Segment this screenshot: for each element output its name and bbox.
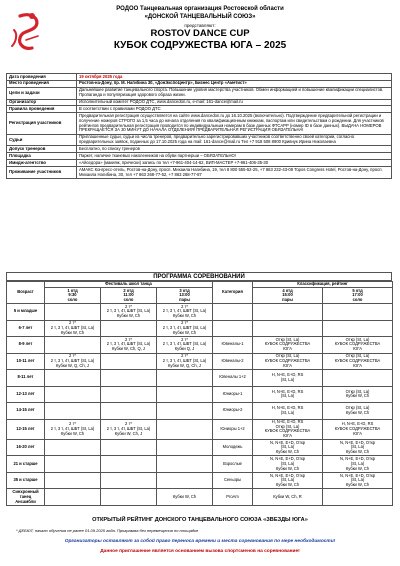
session-cell (101, 386, 157, 403)
session-cell (101, 456, 157, 473)
category-cell: Ювеналы-2 (213, 353, 253, 370)
info-key: Имидж-агентство (7, 160, 77, 167)
age-cell: 14-15 лет (7, 403, 45, 420)
info-value: В соответствии с правилами РОДОО ДТС (77, 106, 392, 113)
program-row (7, 489, 393, 506)
session-cell: 2 т* 2 т, 3 т, 4т, ШБТ (St, La) Кубки W, Ch, J (101, 419, 157, 439)
session-cell (101, 489, 157, 506)
header (0, 6, 400, 66)
program-row (7, 320, 393, 337)
info-value: Исполнительный комитет РОДОО ДТС, www.dancedon.ru, e-mail: 161-dance@mail.ru (77, 99, 392, 106)
session-cell: 2 т* 2 т, 3 т, 4т, ШБТ (St, La) Кубки W, Ch (45, 419, 101, 439)
session-cell (323, 370, 393, 387)
session-cell (45, 386, 101, 403)
session-cell: Откр (St, La) КУБОК СОДРУЖЕСТВА ЮГА (253, 353, 323, 370)
info-row (7, 160, 392, 167)
event-title-ru: КУБОК СОДРУЖЕСТВА ЮГА – 2025 (113, 40, 287, 51)
category-cell: Юниоры 1+2 (213, 419, 253, 439)
session-cell: N, N+E, E+D, Откр (St, La) Кубки W, Ch (253, 439, 323, 456)
info-key: Допуск тренеров (7, 146, 77, 153)
session-cell (45, 489, 101, 506)
category-cell: Сеньоры (213, 472, 253, 489)
info-row (7, 153, 392, 160)
session-cell: Н, N+E, E+D, RS (St, La) (253, 403, 323, 420)
session-cell (101, 353, 157, 370)
info-row (7, 106, 392, 113)
program-row (7, 370, 393, 387)
category-cell: Юниоры-2 (213, 403, 253, 420)
session-cell (157, 403, 213, 420)
info-row (7, 87, 392, 99)
session-cell: Откр (St, La) КУБОК СОДРУЖЕСТВА ЮГА (323, 337, 393, 354)
age-cell: Синхронный танец Ансамбли (7, 489, 45, 506)
session-cell: N, N+E, E+D, Откр (St, La) Кубки W, Ch (323, 472, 393, 489)
category-header: Категория (213, 282, 253, 304)
session-cell (101, 439, 157, 456)
session-cell: Н, N+E, E+D, RS КУБОК СОДРУЖЕСТВА ЮГА (323, 419, 393, 439)
category-cell: Ювеналы 1+2 (213, 370, 253, 387)
session-cell (45, 472, 101, 489)
session-header: 4 отд 15:00 пары (253, 288, 323, 304)
session-cell (45, 304, 101, 321)
program-row (7, 403, 393, 420)
info-row (7, 134, 392, 146)
session-cell: Н, N+E, E+D, RS (St, La) (253, 386, 323, 403)
session-cell (45, 439, 101, 456)
program-row (7, 419, 393, 439)
info-key: Проживание участников (7, 167, 77, 179)
session-cell: N, N+E, E+D, Откр (St, La) Кубки W, Ch (323, 456, 393, 473)
program-row (7, 456, 393, 473)
program-title: ПРОГРАММА СОРЕВНОВАНИЙ (6, 272, 392, 281)
session-cell: Откр (St, La) КУБОК СОДРУЖЕСТВА ЮГА (253, 337, 323, 354)
info-key: Организатор (7, 99, 77, 106)
info-key: Регистрация участников (7, 113, 77, 134)
program-table (6, 281, 392, 506)
session-cell: N, N+E, E+D, Откр (St, La) Кубки W, Ch (323, 439, 393, 456)
age-cell: 35 и старше (7, 472, 45, 489)
program-row (7, 337, 393, 354)
age-cell: 10-11 лет (7, 353, 45, 370)
category-cell: Ювеналы-1 (213, 337, 253, 354)
category-cell: ProAm (213, 489, 253, 506)
category-cell: Молодежь (213, 439, 253, 456)
info-row (7, 80, 392, 87)
session-cell (157, 439, 213, 456)
session-cell: Кубки W, Ch (157, 489, 213, 506)
organizers-note: Организаторы оставляют за собой право переноса времени и места соревнования по мере необходимости! (64, 539, 336, 544)
session-cell (157, 456, 213, 473)
session-cell (101, 403, 157, 420)
info-row (7, 113, 392, 134)
session-cell: Откр (St, La) КУБОК СОДРУЖЕСТВА ЮГА (323, 353, 393, 370)
info-value: «Айседора» (макияж, прически) запись по тел +7-961-404-14-62, ВИП-МАСТЕР +7-961-406-35-30 (77, 160, 392, 167)
session-cell (45, 456, 101, 473)
info-value: Паркет, наличие тканевых наколенников на обуви партнерши – ОБЯЗАТЕЛЬНО! (77, 153, 392, 160)
session-header: 2 отд 11:00 соло (101, 288, 157, 304)
age-cell: 8-11 лет (7, 370, 45, 387)
session-cell (45, 337, 101, 354)
event-title-en: ROSTOV DANCE CUP (150, 28, 250, 39)
session-cell (157, 386, 213, 403)
program-row (7, 386, 393, 403)
info-key: Площадка (7, 153, 77, 160)
invitation-note: Данное приглашение является основанием вызова спортсменов на соревнование! (100, 549, 300, 554)
session-cell: Откр (St, La) Кубки W, Ch (323, 403, 393, 420)
presents-text: представляют: (184, 23, 216, 28)
org-line1: РОДОО Танцевальная организация Ростовской области (116, 6, 284, 12)
session-cell (101, 320, 157, 337)
info-value: Приглашенные судьи, судьи из числа тренеров, предварительно зарегистрировавших участников соответственно своей категории, согласно предварительных заявок, поданных до 17.10.2025 года на mail: 161-dance@mail.ru Тел +7 918 508 8900 Кривнук Ирина Николаевна (77, 134, 392, 146)
session-cell: 2 т* 2 т, 3 т, 4т, ШБТ (St, La) Кубки W, Ch (101, 304, 157, 321)
program-row (7, 353, 393, 370)
info-value: Ростов-на-Дону, пр. М. Нагибина 30, «ДонЭкспоЦентр», Бизнес Центр «Аметист» (77, 80, 392, 87)
info-key: Цели и задачи (7, 87, 77, 99)
info-key: Судьи (7, 134, 77, 146)
category-cell: Юниоры-1 (213, 386, 253, 403)
session-cell: 2 т* 2 т, 3 т, 4т, ШБТ (St, La) Кубки W, Q, Ch, J (157, 353, 213, 370)
program-row (7, 439, 393, 456)
session-cell: Н, N+E, E+D, RS (St, La) (253, 370, 323, 387)
age-cell: 21 и старше (7, 456, 45, 473)
session-cell (253, 304, 323, 321)
session-header: 1 отд 9:30 соло (45, 288, 101, 304)
session-cell (101, 472, 157, 489)
info-row (7, 146, 392, 153)
age-cell: 12-13 лет (7, 386, 45, 403)
age-header: Возраст (7, 282, 45, 304)
session-cell: 2 т* 2 т, 3 т, 4т, ШБТ (St, La) Кубки W, Ch (45, 320, 101, 337)
session-header: 5 отд 17:00 соло (323, 288, 393, 304)
session-cell (157, 419, 213, 439)
info-value: 19 октября 2025 года (77, 74, 392, 81)
category-cell: Взрослые (213, 456, 253, 473)
session-cell (45, 403, 101, 420)
info-key: Место проведения (7, 80, 77, 87)
session-cell: 2 т* 2 т, 3 т, 4т, ШБТ (St, La) Кубки Q, J (157, 337, 213, 354)
session-cell: 2 т* 2 т, 3 т, 4т, ШБТ (St, La) Кубки W, Q, Ch, J (45, 353, 101, 370)
session-cell: N, N+E, E+D, Откр (St, La) Кубки W, Ch (253, 472, 323, 489)
info-key: Правила проведения (7, 106, 77, 113)
session-cell (157, 370, 213, 387)
festival-header: Фестиваль школ танца (45, 282, 213, 288)
session-cell (323, 304, 393, 321)
category-cell (213, 320, 253, 337)
category-cell (213, 304, 253, 321)
info-row (7, 167, 392, 179)
session-cell: Н, N+E, E+D, RS Откр (St, La) КУБОК СОДРУЖЕСТВА ЮГА (253, 419, 323, 439)
session-cell: 2 т* 2 т, 3 т, 4т, ШБТ (St, La) Кубки W, Ch (157, 320, 213, 337)
session-cell: Кубки W, Ch, R (253, 489, 323, 506)
info-value: Предварительная регистрация осуществляется на сайте www.dancedon.ru до 16.10.2025 (включительно). Подтверждение предварительной регистрации и получение номеров СТРОГО за 1,5 часа до начала отделения по квалификационным книжкам, паспортам или свидетельствам о рождении. Для участников рейтингов предварительная регистрация проводится по индивидуальным номерам в базе данных ФТСАРР (номер ID в базе данных). ВЫДАЧА НОМЕРОВ ПРЕКРАЩАЕТСЯ ЗА 30 МИНУТ ДО НАЧАЛА ОТДЕЛЕНИЯ! ПРЕДВАРИТЕЛЬНАЯ РЕГИСТРАЦИЯ ОБЯЗАТЕЛЬНА! (77, 113, 392, 134)
info-key: Дата проведения (7, 74, 77, 81)
session-cell (45, 370, 101, 387)
session-cell (323, 489, 393, 506)
session-cell (157, 472, 213, 489)
session-cell (253, 320, 323, 337)
ranked-header: Классификация, рейтинг (253, 282, 393, 288)
age-cell: 5 и младше (7, 304, 45, 321)
age-cell: 6-7 лет (7, 320, 45, 337)
session-cell: Откр (St, La) Кубки W, Ch (323, 386, 393, 403)
info-row (7, 74, 392, 81)
info-table (6, 73, 392, 179)
age-cell: 8-9 лет (7, 337, 45, 354)
session-cell: 2 т* 2 т, 3 т, 4т, ШБТ (St, La) Кубки W, Ch, Q, J (101, 337, 157, 354)
session-cell (323, 320, 393, 337)
debut-note: * ДЕБЮТ, начало обучения не ранее 01.09.2025 года. Программа без перемещения по площадке (16, 528, 199, 533)
session-cell (101, 370, 157, 387)
rating-banner: ОТКРЫТЫЙ РЕЙТИНГ ДОНСКОГО ТАНЦЕВАЛЬНОГО СОЮЗА «ЗВЕЗДЫ ЮГА» (92, 517, 308, 523)
session-header: 3 отд 13:00 пары (157, 288, 213, 304)
age-cell: 16-20 лет (7, 439, 45, 456)
session-cell: N, N+E, E+D, Откр (St, La) Кубки W, Ch (253, 456, 323, 473)
org-line2: «ДОНСКОЙ ТАНЦЕВАЛЬНЫЙ СОЮЗ» (144, 14, 256, 20)
program-row (7, 472, 393, 489)
program-row (7, 304, 393, 321)
age-cell: 12-15 лет (7, 419, 45, 439)
info-value: Бесплатно, по списку тренеров (77, 146, 392, 153)
info-row (7, 99, 392, 106)
session-cell: 2 т* 2 т, 3 т, 4т, ШБТ (St, La) Кубки W, Ch (157, 304, 213, 321)
info-value: Дальнейшее развитие танцевального спорта. Повышение уровня мастерства участников. Обмен информацией и повышение квалификации специалистов. Пропаганда и популяризация здорового образа жизни. (77, 87, 392, 99)
info-value: АМАКС Конгресс-отель, Ростов-на-Дону, просп. Михаила Нагибина, 19, тел 8 800 555-52-25, +7 863 232-43-09 Topos Congress Hotel, Ростов-на-Дону, просп. Михаила Нагибина, 30, тел +7 863 268-77-52, +7 863 268-77-87 (77, 167, 392, 179)
